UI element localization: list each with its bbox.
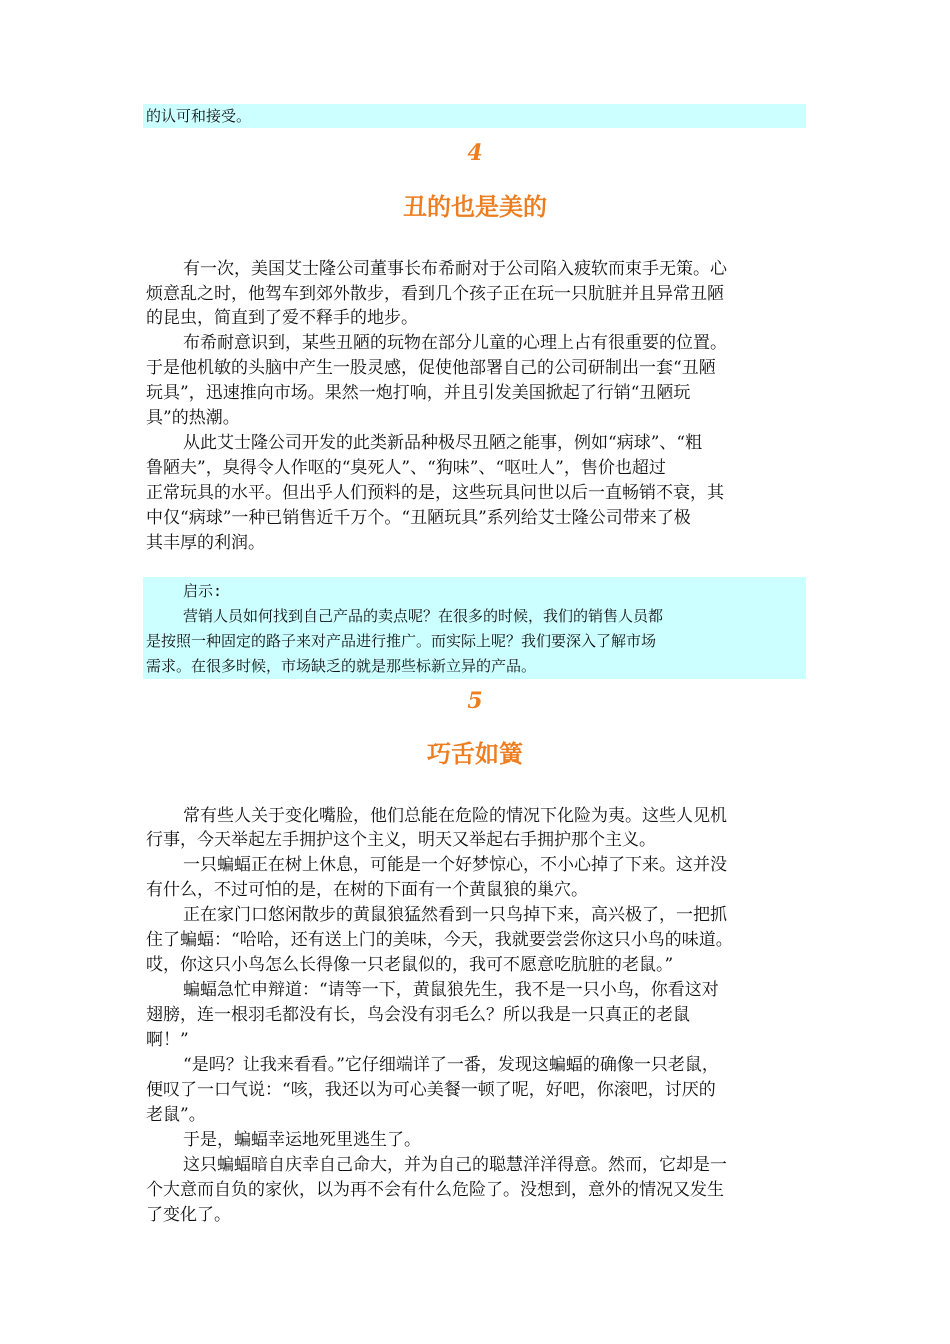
paragraph-line: 鲁陋夫”，臭得令人作呕的“臭死人”、“狗味”、“呕吐人”，售价也超过 — [146, 458, 666, 478]
paragraph-line: 便叹了一口气说：“咳，我还以为可心美餐一顿了呢，好吧，你滚吧，讨厌的 — [146, 1080, 716, 1100]
section-number-5: 5 — [467, 688, 483, 714]
paragraph-line: 翅膀，连一根羽毛都没有长，鸟会没有羽毛么？所以我是一只真正的老鼠 — [146, 1005, 690, 1025]
paragraph-line: 啊！” — [146, 1030, 189, 1050]
paragraph-line: 一只蝙蝠正在树上休息，可能是一个好梦惊心，不小心掉了下来。这并没 — [183, 855, 727, 875]
paragraph-line: 于是，蝙蝠幸运地死里逃生了。 — [183, 1130, 421, 1150]
paragraph-line: 正在家门口悠闲散步的黄鼠狼猛然看到一只鸟掉下来，高兴极了，一把抓 — [183, 905, 727, 925]
paragraph-line: 玩具”，迅速推向市场。果然一炮打响，并且引发美国掀起了行销“丑陋玩 — [146, 383, 691, 403]
paragraph-line: 有什么，不过可怕的是，在树的下面有一个黄鼠狼的巢穴。 — [146, 880, 588, 900]
top-fragment: 的认可和接受。 — [146, 107, 252, 125]
paragraph-line: 了变化了。 — [146, 1205, 231, 1225]
paragraph-line: 住了蝙蝠：“哈哈，还有送上门的美味，今天，我就要尝尝你这只小鸟的味道。 — [146, 930, 733, 950]
paragraph-line: 于是他机敏的头脑中产生一股灵感，促使他部署自己的公司研制出一套“丑陋 — [146, 358, 716, 378]
paragraph-line: 从此艾士隆公司开发的此类新品种极尽丑陋之能事，例如“病球”、“粗 — [183, 433, 703, 453]
paragraph-line: “是吗？让我来看看。”它仔细端详了一番，发现这蝙蝠的确像一只老鼠， — [183, 1055, 719, 1075]
paragraph-line: 这只蝙蝠暗自庆幸自己命大，并为自己的聪慧洋洋得意。然而，它却是一 — [183, 1155, 727, 1175]
paragraph-line: 的昆虫，简直到了爱不释手的地步。 — [146, 308, 418, 328]
paragraph-line: 布希耐意识到，某些丑陋的玩物在部分儿童的心理上占有很重要的位置。 — [183, 333, 727, 353]
paragraph-line: 哎，你这只小鸟怎么长得像一只老鼠似的，我可不愿意吃肮脏的老鼠。” — [146, 955, 674, 975]
paragraph-line: 行事，今天举起左手拥护这个主义，明天又举起右手拥护那个主义。 — [146, 830, 656, 850]
insight-line: 需求。在很多时候，市场缺乏的就是那些标新立异的产品。 — [146, 657, 537, 675]
section-title-5: 巧舌如簧 — [427, 740, 523, 768]
paragraph-line: 个大意而自负的家伙，以为再不会有什么危险了。没想到，意外的情况又发生 — [146, 1180, 724, 1200]
paragraph-line: 具”的热潮。 — [146, 408, 240, 428]
paragraph-line: 正常玩具的水平。但出乎人们预料的是，这些玩具问世以后一直畅销不衰，其 — [146, 483, 724, 503]
paragraph-line: 有一次，美国艾士隆公司董事长布希耐对于公司陷入疲软而束手无策。心 — [183, 259, 727, 279]
paragraph-line: 其丰厚的利润。 — [146, 533, 265, 553]
paragraph-line: 烦意乱之时，他驾车到郊外散步，看到几个孩子正在玩一只肮脏并且异常丑陋 — [146, 284, 724, 304]
insight-line: 是按照一种固定的路子来对产品进行推广。而实际上呢？我们要深入了解市场 — [146, 632, 657, 650]
paragraph-line: 中仅“病球”一种已销售近千万个。“丑陋玩具”系列给艾士隆公司带来了极 — [146, 508, 691, 528]
paragraph-line: 老鼠”。 — [146, 1105, 206, 1125]
section-title-4: 丑的也是美的 — [403, 193, 547, 221]
paragraph-line: 蝙蝠急忙申辩道：“请等一下，黄鼠狼先生，我不是一只小鸟，你看这对 — [183, 980, 719, 1000]
section-number-4: 4 — [467, 140, 483, 166]
insight-heading: 启示: — [183, 582, 223, 600]
paragraph-line: 常有些人关于变化嘴脸，他们总能在危险的情况下化险为夷。这些人见机 — [183, 806, 727, 826]
insight-line: 营销人员如何找到自己产品的卖点呢？在很多的时候，我们的销售人员都 — [183, 607, 664, 625]
